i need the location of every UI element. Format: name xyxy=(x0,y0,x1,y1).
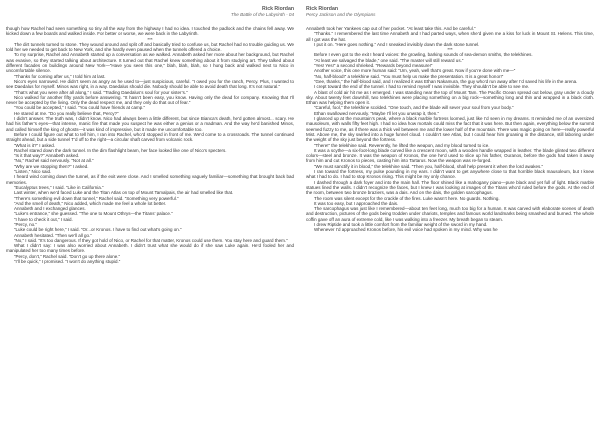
paragraph: “No,” Rachel said nervously. “Not at all.” xyxy=(14,158,94,164)
paragraph: “We must sanctify it in blood,” the telekhine said. “Then you, half-blood, shall help present it when the lord awakes.” xyxy=(314,163,544,169)
paragraph: Before I even got to the exit I heard voices: the growling, barking sounds of sea-demon smiths, the telekhines. xyxy=(314,52,533,58)
paragraph: It was a scythe—a six-foot-long blade curved like a crescent moon, with a wooden handle wrapped in leather. The blade glinted two different colors—steel and bronze. It was the weapon of Kronos, the one he’d used to slice up his father, Ouranos, before the gods had taken it away from him and cut Kronos to pieces, casting him into Tartarus. Now the weapon was re-forged. xyxy=(306,147,594,164)
paragraph: He stared at me. “Do you really believe that, Percy?” xyxy=(14,110,119,116)
paragraph: “What is it?” I asked. xyxy=(14,142,56,148)
section-break: *** xyxy=(147,36,153,42)
paragraph: I glanced up at the mountain’s peak, where a black marble fortress loomed, just like I’d seen in my dreams. It reminded me of an oversized mausoleum, with walls fifty feet high. I had no idea how mortals could miss the fact that it was here. But then again, everything below the summit seemed fuzzy to me, as if there was a thick veil between me and the lower half of the mountain. There was magic going on here—really powerful Mist. Above me, the sky swirled into a huge funnel cloud. I couldn’t see Atlas, but I could hear him groaning in the distance, still laboring under the weight of the sky just beyond the fortress. xyxy=(306,116,594,143)
paragraph: “Why are we stopping then?” I asked. xyxy=(14,163,89,169)
paragraph: “And the smell of death,” Nico added, which made me feel a whole lot better. xyxy=(14,200,167,206)
paragraph: I put it on. “Here goes nothing.” And I sneaked invisibly down the dark stone tunnel. xyxy=(314,41,480,47)
right-page-header xyxy=(306,6,594,26)
paragraph: “Eucalyptus trees,” I said. “Like in California.” xyxy=(14,184,104,190)
paragraph: I didn’t answer. The truth was, I didn’t know. Nico had always been a little different, but since Bianca’s death, he’d gotten almost... scary. He had his father’s eyes—that intense, manic fire that made you suspect he was either a genius or a madman. And the way he’d banished Minos, and called himself the king of ghosts—it was kind of impressive, but it made me uncomfortable too. xyxy=(6,116,294,132)
paragraph: “Luke could be right here,” I said. “Or...or Kronos. I have to find out what’s going on.” xyxy=(14,227,182,233)
paragraph: “Listen,” Nico said. xyxy=(14,169,52,175)
paragraph: Nico’s eyes narrowed. He didn’t seem as angry as he used to—just suspicious, careful. “I owed you for the ranch, Percy. Plus, I wanted to see Daedalus for myself. Minos was right, in a way. Daedalus should die. Nobody should be able to avoid death that long. It’s not natural.” xyxy=(6,78,294,90)
paragraph: “Gee, thanks,” the half-blood said, and I realized it was Ethan Nakamura, the guy who’d run away after I’d saved his life in the arena. xyxy=(314,78,578,84)
right-page-body xyxy=(306,26,594,233)
paragraph: A blast of cold air hit me as I emerged. I was standing near the top of Mount Tam. The Pacific Ocean spread out below, gray under a cloudy sky. About twenty feet downhill, two telekhines were placing something on a big rock—something long and thin and wrapped in a black cloth. Ethan was helping them open it. xyxy=(306,89,594,106)
paragraph: Whenever I’d approached Kronos before, his evil voice had spoken in my mind. Why was he xyxy=(314,227,498,233)
paragraph: “There’s something evil down that tunnel,” Rachel said. “Something very powerful.” xyxy=(14,195,179,201)
paragraph: “Percy, no.” xyxy=(14,221,37,227)
paragraph: Another voice, this one more human said: “Um, yeah, well that’s great. Now if you’re done with me—” xyxy=(314,68,516,74)
paragraph: Annabeth took her Yankees cap out of her pocket. “At least take this. And be careful.” xyxy=(306,26,476,31)
paragraph: Rachel stared down the dark tunnel. In the dim flashlight beam, her face looked like one of Nico’s specters. xyxy=(14,147,227,153)
paragraph: Ethan swallowed nervously. “Maybe I’ll let you unwrap it, then.” xyxy=(314,110,439,116)
paragraph: “There!” the telekhine said. Reverently, he lifted the weapon, and my blood turned to ice. xyxy=(314,142,490,148)
paragraph: Annabeth and I exchanged glances. xyxy=(14,206,86,212)
section-break: *** xyxy=(447,47,453,53)
paragraph: Before I could figure out what to tell him, I ran into Rachel, who’d stopped in front of me. We’d come to a crossroads. The tunnel continued straight ahead, but a side tunnel T’d off to the right—a circular shaft carved from volcanic rock. xyxy=(6,131,294,143)
paragraph: “That’s what you were after all along,” I said. “Trading Daedalus’s soul for your sister’s.” xyxy=(14,89,188,95)
paragraph: “Luke’s entrance,” she guessed. “The one to Mount Othrys—the Titans’ palace.” xyxy=(14,211,173,217)
paragraph: It was too easy, but I approached the dais. xyxy=(314,200,399,206)
paragraph: Nico walked for another fifty yards before answering. “It hasn’t been easy, you know. Having only the dead for company. Knowing that I’ll never be accepted by the living. Only the dead respect me, and they only do that out of fear.” xyxy=(6,94,294,106)
paragraph: “Is it that way?” Annabeth asked. xyxy=(14,153,80,159)
paragraph: “Careful, fool,” the telekhine scolded. “One touch, and the blade will sever your soul from your body.” xyxy=(314,105,514,111)
paragraph: I dashed through a dark foyer and into the main hall. The floor shined like a mahogany piano—pure black and yet full of light. Black marble statues lined the walls. I didn’t recognize the faces, but I knew I was looking at images of the Titans who’d ruled before the gods. At the end of the room, between two bronze braziers, was a dais. And on the dais, the golden sarcophagus. xyxy=(306,179,594,196)
paragraph: Annabeth hesitated. “Then we’ll all go.” xyxy=(14,232,92,238)
paragraph: “You could be accepted,” I said. “You could have friends at camp.” xyxy=(14,105,145,111)
paragraph: I drew Riptide and took a little comfort from the familiar weight of the sword in my hand. xyxy=(314,221,488,227)
paragraph: The sarcophagus was just like I remembered—about ten feet long, much too big for a human. It was carved with elaborate scenes of death and destruction, pictures of the gods being trodden under chariots, temples and famous world landmarks being smashed and burned. The whole coffin gave off an aura of extreme cold, like I was walking into a freezer. My breath began to steam. xyxy=(306,206,594,222)
paragraph: “Thanks for coming after us,” I told him at last. xyxy=(14,73,106,79)
paragraph: The dirt tunnels turned to stone. They wound around and split off and basically tried to confuse us, but Rachel had no trouble guiding us. We told her we needed to get back to New York, and she hardly even paused when the tunnels offered a choice. xyxy=(6,41,294,53)
paragraph: “Percy, don’t,” Rachel said. “Don’t go up there alone.” xyxy=(14,253,120,259)
paragraph: “I’ll be quick,” I promised. “I won’t do anything stupid.” xyxy=(14,259,121,265)
paragraph: “I have to check it out,” I said. xyxy=(14,216,73,222)
left-page-header xyxy=(6,6,294,26)
paragraph: I heard wind coming down the tunnel, as if the exit were close. And I smelled something vaguely familiar—something that brought back bad memories. xyxy=(6,174,294,185)
left-page-author: Rick Riordan xyxy=(262,6,294,12)
right-page-author: Rick Riordan xyxy=(306,6,338,12)
paragraph: The room was silent except for the crackle of the fires. Luke wasn’t here. No guards. Nothing. xyxy=(314,195,500,201)
paragraph: “Yes! Yes!” a second shrieked. “Rewards beyond measure!” xyxy=(314,63,433,69)
paragraph: To my surprise, Rachel and Annabeth started up a conversation as we walked. Annabeth asked her more about her background, but Rachel was evasive, so they started talking about architecture. It turned out that Rachel knew something about it from studying art. They talked about different facades on buildings around New York—“Have you seen this one,” blah, blah, blah, so I hung back and walked next to Nico in uncomfortable silence. xyxy=(6,52,294,74)
paragraph: Last winter, when we’d faced Luke and the Titan Atlas on top of Mount Tamalpais, the air had smelled like that. xyxy=(14,190,234,196)
right-page xyxy=(300,0,600,424)
paragraph: “At least we salvaged the blade,” one said. “The master will still reward us.” xyxy=(314,57,464,63)
paragraph: I ran toward the fortress, my pulse pounding in my ears. I didn’t want to get anywhere close to that horrible black mausoleum, but I knew what I had to do. I had to stop Kronos rising. This might be my only chance. xyxy=(306,169,594,180)
right-page-title: Percy Jackson and the Olympians xyxy=(306,12,376,17)
paragraph: though how Rachel had seen something so tiny all the way from the highway I had no idea. I touched the padlock and the chains fell away. We kicked down a few boards and walked inside. For better or worse, we were back in the Labyrinth. xyxy=(6,26,294,37)
paragraph: “Thanks.” I remembered the last time Annabeth and I had parted ways, when she’d given me a kiss for luck in Mount St. Helens. This time, all I got was the hat. xyxy=(306,31,594,42)
paragraph: “No, half-blood!” a telekhine said. “You must help us make the presentation. It is a great honor!” xyxy=(314,73,504,79)
left-page-body xyxy=(6,26,294,264)
paragraph: I crept toward the end of the tunnel. I had to remind myself I was invisible. They shouldn’t be able to see me. xyxy=(314,84,530,90)
left-page-title: The Battle of the Labyrinth - 04 xyxy=(230,12,294,17)
paragraph: What I didn’t say: I was also worried about Annabeth. I didn’t trust what she would do if she saw Luke again. He’d fooled her and manipulated her too many times before. xyxy=(6,243,294,254)
paragraph: “No,” I said. “It’s too dangerous. If they got hold of Nico, or Rachel for that matter, Kronos could use them. You stay here and guard them.” xyxy=(14,237,288,243)
